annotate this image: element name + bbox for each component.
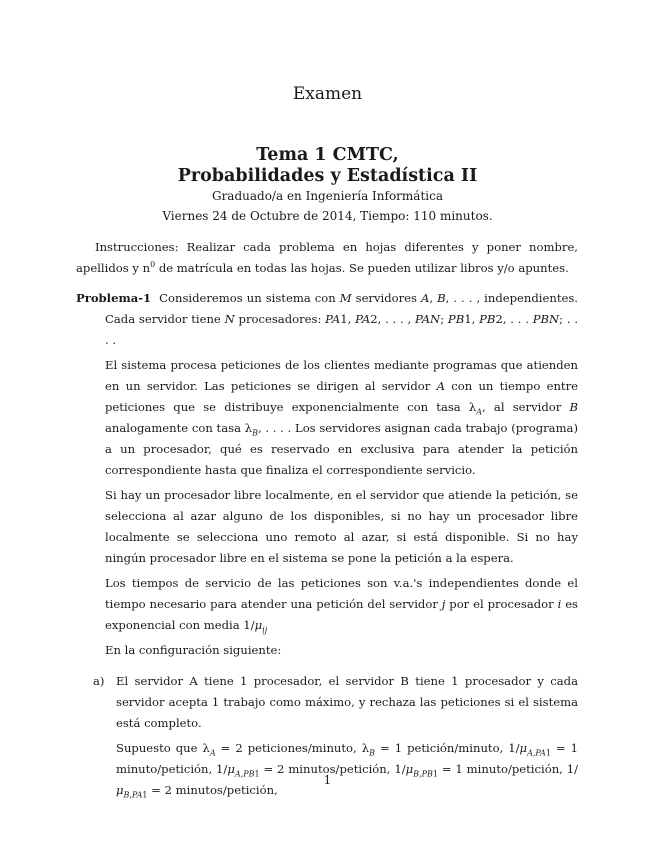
problem-intro: Problema-1 Consideremos un sistema con M servidores A, B, . . . , independientes. Cada servidor tiene N procesadores: PA1, PA2, . . . , PAN; PB1, PB2, . . . PBN; . . . .: [76, 291, 579, 347]
degree-line: Graduado/a en Ingeniería Informática: [211, 189, 443, 203]
instructions-paragraph: Instrucciones: Realizar cada problema en hojas diferentes y poner nombre, apellidos y $n^0$ de matrícula en todas las hojas. Se pueden utilizar libros y/o apuntes.: [76, 240, 578, 275]
exam-heading: Examen: [292, 84, 363, 104]
paragraph-configuration: En la configuración siguiente:: [105, 643, 282, 657]
title-line-2: Probabilidades y Estadística II: [177, 166, 478, 186]
page-number: 1: [323, 773, 332, 787]
problem-1: [76, 288, 578, 805]
title-line-1: Tema 1 CMTC,: [256, 145, 399, 165]
paragraph-system: El sistema procesa peticiones de los clientes mediante programas que atienden en un servidor. Las peticiones se dirigen al servidor A con un tiempo entre peticiones que se distribuye exponencialmente con tasa $\lambda_A$, al servidor B analogamente con tasa $\lambda_B$, . . . . Los servidores asignan cada trabajo (programa) a un procesador, qué es reservado en exclusiva para atender la petición correspondiente hasta que finaliza el correspondiente servicio.: [105, 358, 579, 477]
item-a-text: El servidor A tiene 1 procesador, el servidor B tiene 1 procesador y cada servidor acepta 1 trabajo como máximo, y rechaza las peticiones si el sistema está completo.: [116, 674, 578, 730]
paragraph-service-times: Los tiempos de servicio de las peticiones son v.a.'s independientes donde el tiempo necesario para atender una petición del servidor j por el procesador i es exponencial con media $1/\mu_{ij}$: [105, 576, 579, 635]
paragraph-processor-selection: Si hay un procesador libre localmente, en el servidor que atiende la petición, se selecciona al azar alguno de los disponibles, si no hay un procesador libre localmente se selecciona uno remoto al azar, si está disponible. Si no hay ningún procesador libre en el sistema se pone la petición a la espera.: [105, 488, 578, 565]
item-letter: a): [93, 674, 105, 688]
problem-label: Problema-1: [76, 291, 152, 305]
date-time-line: Viernes 24 de Octubre de 2014, Tiempo: 110 minutos.: [162, 209, 493, 223]
item-a-params: Supuesto que $\lambda_A = 2$ peticiones/minuto, $\lambda_B = 1$ petición/minuto, $1/\mu_{A,PA1} = 1$ minuto/petición, $1/\mu_{A,PB1} = 2$ minutos/petición, $1/\mu_{B,PB1} = 1$ minuto/petición, $1/\mu_{B,PA1} = 2$ minutos/petición,: [116, 741, 579, 800]
